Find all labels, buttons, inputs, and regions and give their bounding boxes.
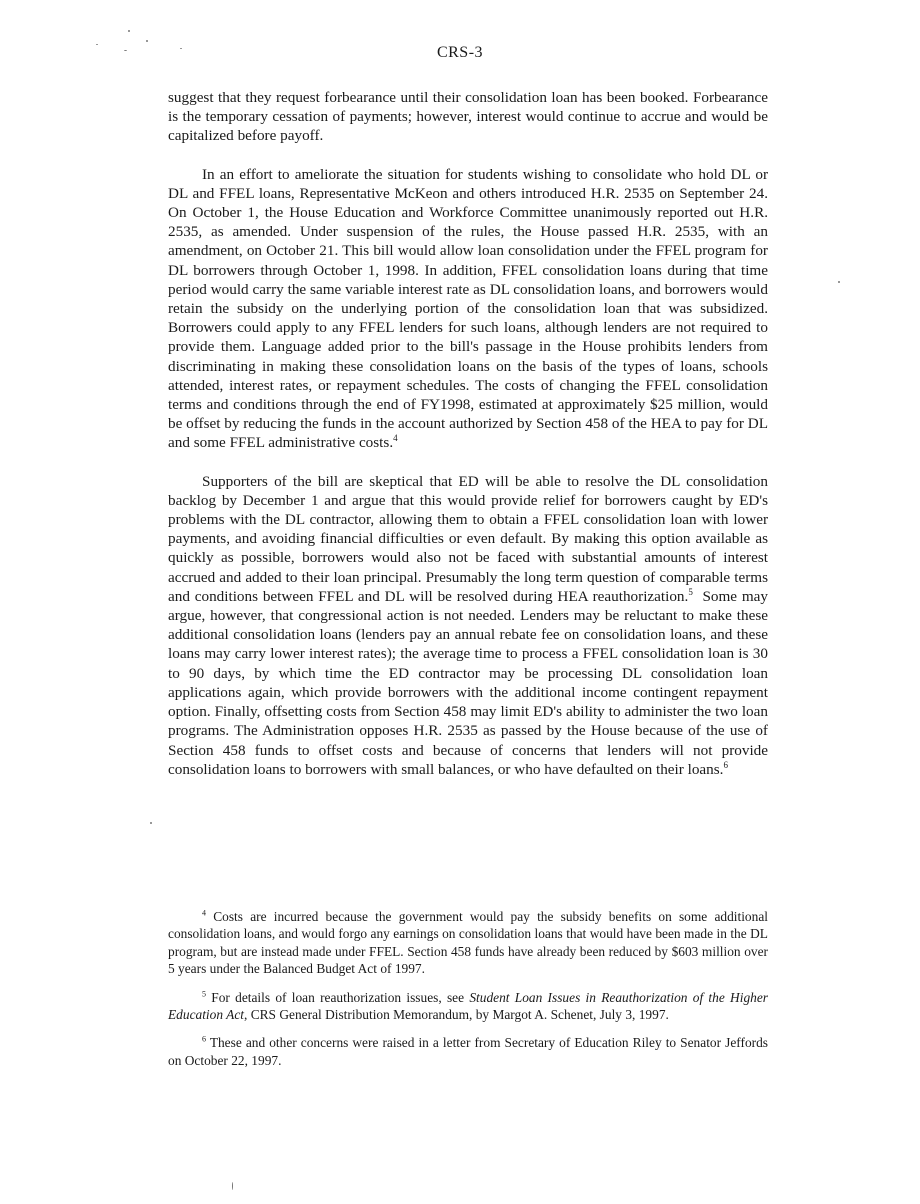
footnote-number: 5	[202, 989, 206, 999]
footnote	[168, 1034, 768, 1069]
footnote-ref: 5	[688, 586, 693, 597]
footnote-text: For details of loan reauthorization issues, see	[211, 989, 470, 1005]
page-header: CRS-3	[436, 44, 484, 61]
footnote-cited-title: Student Loan Issues in Reauthorization of the Higher Education Act	[168, 989, 768, 1023]
scan-speck	[232, 1182, 233, 1190]
scan-speck	[146, 40, 148, 42]
footnote-number: 6	[202, 1034, 206, 1044]
footnote-text: These and other concerns were raised in a letter from Secretary of Education Riley to Senator Jeffords on October 22, 1997.	[168, 1035, 769, 1068]
scan-speck	[838, 281, 840, 283]
paragraph	[168, 472, 768, 779]
footnote-text: , CRS General Distribution Memorandum, by Margot A. Schenet, July 3, 1997.	[244, 1007, 669, 1023]
footnote	[168, 908, 768, 978]
footnotes	[168, 908, 768, 1080]
footnote-text: Costs are incurred because the government would pay the subsidy benefits on some additional consolidation loans, and would forgo any earnings on consolidation loans that would have been made in the DL program, but are instead made under FFEL. Section 458 funds have already been reduced by $603 million over 5 years under the Balanced Budget Act of 1997.	[168, 909, 768, 977]
paragraph-text: Supporters of the bill are skeptical that ED will be able to resolve the DL consolidation backlog by December 1 and argue that this would provide relief for borrowers caught by ED's problems with the DL contractor, allowing them to obtain a FFEL consolidation loan with lower payments, and avoiding financial difficulties or even default. By making this option available as quickly as possible, borrowers would also not be faced with substantial amounts of interest accrued and added to their loan principal. Presumably the long term question of comparable terms and conditions between FFEL and DL will be resolved during HEA reauthorization.	[168, 472, 768, 605]
paragraph	[168, 88, 768, 146]
paragraph-text: suggest that they request forbearance until their consolidation loan has been booked. Forbearance is the temporary cessation of payments; however, interest would continue to accrue and would be capitalized before payoff.	[168, 89, 768, 145]
footnote	[168, 989, 768, 1024]
paragraph	[168, 165, 768, 453]
scan-speck	[150, 822, 152, 824]
body-text	[168, 88, 768, 798]
footnote-ref: 6	[723, 759, 728, 770]
footnote-ref: 4	[393, 433, 398, 444]
footnote-number: 4	[202, 908, 206, 918]
scan-speck	[128, 30, 130, 32]
paragraph-text: Some may argue, however, that congressional action is not needed. Lenders may be reluctant to make these additional consolidation loans (lenders pay an annual rebate fee on consolidation loans, and these loans may carry lower interest rates); the average time to process a FFEL consolidation loan is 30 to 90 days, by which time the ED contractor may be processing DL consolidation loan applications again, which provide borrowers with the additional income contingent repayment option. Finally, offsetting costs from Section 458 may limit ED's ability to administer the two loan programs. The Administration opposes H.R. 2535 as passed by the House because of the use of Section 458 funds to offset costs and because of concerns that lenders will not provide consolidation loans to borrowers with small balances, or who have defaulted on their loans.	[168, 587, 769, 778]
paragraph-text: In an effort to ameliorate the situation for students wishing to consolidate who hold DL or DL and FFEL loans, Representative McKeon and others introduced H.R. 2535 on September 24. On October 1, the House Education and Workforce Committee unanimously reported out H.R. 2535, as amended. Under suspension of the rules, the House passed H.R. 2535, with an amendment, on October 21. This bill would allow loan consolidation under the FFEL program for DL borrowers through October 1, 1998. In addition, FFEL consolidation loans during that time period would carry the same variable interest rate as DL consolidation loans, and borrowers would retain the subsidy on the underlying portion of the consolidation loan that was subsidized. Borrowers could apply to any FFEL lenders for such loans, although lenders are not required to provide them. Language added prior to the bill's passage in the House prohibits lenders from discriminating in making these consolidation loans on the basis of the types of loans, schools attended, interest rates, or repayment schedules. The costs of changing the FFEL consolidation terms and conditions through the end of FY1998, estimated at approximately $25 million, would be offset by reducing the funds in the account authorized by Section 458 of the HEA to pay for DL and some FFEL administrative costs.	[168, 165, 768, 452]
